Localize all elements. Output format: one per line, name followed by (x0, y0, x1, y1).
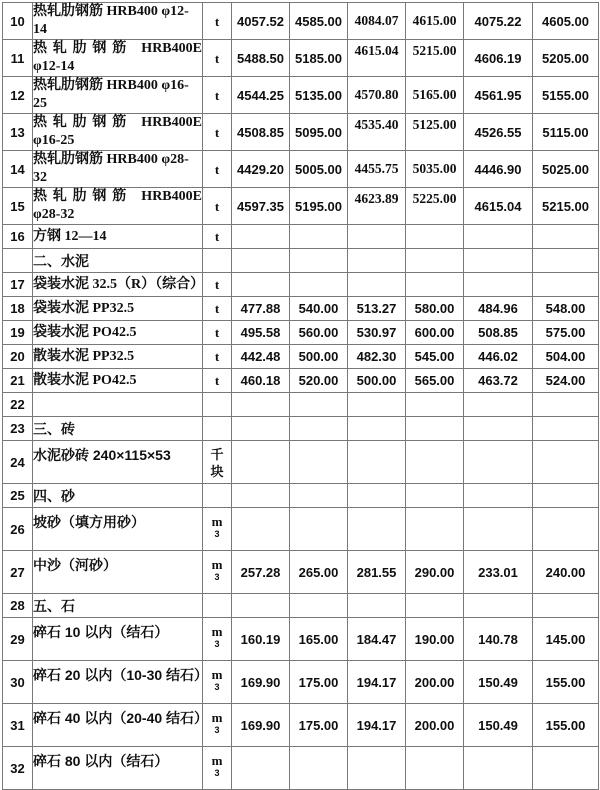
unit-cell (203, 551, 232, 594)
price-cell (406, 225, 464, 249)
row-number-cell: 27 (3, 551, 33, 594)
price-cell: 508.85 (464, 321, 533, 345)
material-name-cell (33, 417, 203, 441)
material-name-line: 碎石 20 以内（10-30 结石） (33, 667, 209, 683)
table-row (3, 297, 599, 321)
unit-cell (203, 3, 232, 40)
row-number-cell: 19 (3, 321, 33, 345)
price-cell (406, 441, 464, 484)
price-cell: 165.00 (290, 618, 348, 661)
row-number-cell: 14 (3, 151, 33, 188)
price-cell (533, 225, 599, 249)
material-name-line: 散装水泥 PP32.5 (33, 348, 135, 364)
price-cell (348, 417, 406, 441)
price-cell: 460.18 (232, 369, 290, 393)
row-number-cell: 22 (3, 393, 33, 417)
price-cell (290, 225, 348, 249)
material-name-cell (33, 393, 203, 417)
price-cell: 4535.40 (348, 114, 406, 151)
price-cell (232, 393, 290, 417)
price-cell (348, 441, 406, 484)
table-row (3, 249, 599, 273)
row-number-cell: 18 (3, 297, 33, 321)
price-cell: 4057.52 (232, 3, 290, 40)
price-cell (232, 417, 290, 441)
price-cell: 281.55 (348, 551, 406, 594)
table-row (3, 151, 599, 188)
unit-line: t (214, 301, 220, 316)
unit-cell (203, 747, 232, 790)
price-cell (406, 747, 464, 790)
unit-line: t (214, 161, 220, 177)
price-cell (348, 249, 406, 273)
material-name-cell (33, 225, 203, 249)
unit-line: m (211, 667, 223, 682)
price-cell (348, 484, 406, 508)
row-number-cell: 15 (3, 188, 33, 225)
price-cell (348, 747, 406, 790)
material-name-cell (33, 345, 203, 369)
price-cell (232, 484, 290, 508)
table-row (3, 551, 599, 594)
material-name-cell (33, 321, 203, 345)
price-cell (406, 484, 464, 508)
unit-cell (203, 151, 232, 188)
material-name-line: 坡砂（填方用砂） (33, 514, 145, 530)
price-cell: 484.96 (464, 297, 533, 321)
material-name-cell (33, 747, 203, 790)
material-name-line: 热轧肋钢筋 HRB400 φ12-14 (33, 4, 189, 37)
unit-line: 3 (214, 682, 220, 692)
unit-line: t (214, 124, 220, 140)
price-cell: 5215.00 (533, 188, 599, 225)
material-name-line: 碎石 40 以内（20-40 结石） (33, 710, 209, 726)
material-name-cell (33, 661, 209, 704)
material-name-line: 碎石 80 以内（结石） (33, 753, 169, 769)
price-cell: 4084.07 (348, 3, 406, 40)
price-cell: 565.00 (406, 369, 464, 393)
price-cell (290, 508, 348, 551)
material-name-cell (33, 188, 203, 225)
price-cell: 4623.89 (348, 188, 406, 225)
price-cell: 545.00 (406, 345, 464, 369)
table-row (3, 321, 599, 345)
row-number-cell: 20 (3, 345, 33, 369)
material-name-line: 袋装水泥 PP32.5 (33, 300, 135, 316)
price-cell (232, 594, 290, 618)
price-cell: 5155.00 (533, 77, 599, 114)
unit-line: t (214, 13, 220, 29)
price-cell: 580.00 (406, 297, 464, 321)
material-name-line: 五、石 (33, 597, 75, 614)
price-cell: 500.00 (348, 369, 406, 393)
price-cell: 504.00 (533, 345, 599, 369)
unit-line: 3 (214, 768, 220, 778)
price-cell (290, 273, 348, 297)
unit-line: 3 (214, 725, 220, 735)
table-row (3, 369, 599, 393)
material-name-line: φ12-14 (33, 59, 75, 74)
table-row (3, 594, 599, 618)
price-cell (464, 393, 533, 417)
price-cell: 540.00 (290, 297, 348, 321)
row-number-cell: 32 (3, 747, 33, 790)
price-cell: 5025.00 (533, 151, 599, 188)
unit-cell (203, 249, 232, 273)
price-cell: 5185.00 (290, 40, 348, 77)
material-name-line: 方钢 12—14 (33, 228, 107, 244)
material-name-line: 二、水泥 (33, 252, 89, 269)
price-cell: 184.47 (348, 618, 406, 661)
unit-cell (203, 345, 232, 369)
price-cell: 4615.04 (464, 188, 533, 225)
row-number-cell: 21 (3, 369, 33, 393)
table-row (3, 188, 599, 225)
price-cell (232, 249, 290, 273)
row-number-cell: 11 (3, 40, 33, 77)
row-number-cell: 23 (3, 417, 33, 441)
price-cell (533, 508, 599, 551)
unit-line: m (211, 710, 223, 725)
price-cell: 257.28 (232, 551, 290, 594)
price-cell (290, 417, 348, 441)
price-cell (464, 508, 533, 551)
unit-cell (203, 618, 232, 661)
row-number-cell: 16 (3, 225, 33, 249)
table-row (3, 704, 599, 747)
price-cell: 4446.90 (464, 151, 533, 188)
price-cell (406, 508, 464, 551)
material-name-cell (33, 484, 203, 508)
material-name-line: 热轧肋钢筋 HRB400 φ28-32 (33, 152, 189, 185)
row-number-cell: 10 (3, 3, 33, 40)
unit-line: 3 (214, 639, 220, 649)
price-cell: 200.00 (406, 661, 464, 704)
unit-line: t (214, 373, 220, 388)
table-row (3, 661, 599, 704)
price-cell: 194.17 (348, 661, 406, 704)
price-cell: 4075.22 (464, 3, 533, 40)
table-row (3, 484, 599, 508)
unit-cell (203, 484, 232, 508)
price-cell (464, 747, 533, 790)
price-cell (290, 393, 348, 417)
price-cell: 150.49 (464, 704, 533, 747)
unit-cell (203, 273, 232, 297)
price-cell (533, 273, 599, 297)
price-cell: 520.00 (290, 369, 348, 393)
unit-cell (203, 508, 232, 551)
price-cell: 150.49 (464, 661, 533, 704)
unit-cell (203, 393, 232, 417)
unit-line: 块 (210, 464, 224, 479)
price-cell: 4544.25 (232, 77, 290, 114)
price-cell: 5005.00 (290, 151, 348, 188)
material-name-cell (33, 114, 203, 151)
price-cell: 200.00 (406, 704, 464, 747)
price-cell (348, 594, 406, 618)
price-cell: 4605.00 (533, 3, 599, 40)
price-cell: 4455.75 (348, 151, 406, 188)
price-cell: 155.00 (533, 661, 599, 704)
row-number-cell: 29 (3, 618, 33, 661)
table-row (3, 40, 599, 77)
price-cell: 5488.50 (232, 40, 290, 77)
material-name-cell (33, 594, 203, 618)
price-cell (464, 273, 533, 297)
price-cell (348, 508, 406, 551)
table-row (3, 441, 599, 484)
price-cell: 5225.00 (406, 188, 464, 225)
row-number-cell: 24 (3, 441, 33, 484)
price-cell: 5215.00 (406, 40, 464, 77)
material-name-cell (33, 508, 203, 551)
price-cell: 5195.00 (290, 188, 348, 225)
price-cell: 4526.55 (464, 114, 533, 151)
unit-line: t (214, 229, 220, 244)
material-name-cell (33, 297, 203, 321)
price-cell: 5135.00 (290, 77, 348, 114)
unit-line: m (211, 514, 223, 529)
material-name-cell (33, 151, 203, 188)
row-number-cell: 12 (3, 77, 33, 114)
material-name-line: 碎石 10 以内（结石） (33, 624, 169, 640)
material-name-line: 热轧肋钢筋 HRB400 φ16-25 (33, 78, 189, 111)
price-cell (533, 393, 599, 417)
material-name-cell (33, 3, 203, 40)
unit-line: m (211, 557, 223, 572)
price-cell (290, 249, 348, 273)
price-cell (464, 441, 533, 484)
price-cell: 175.00 (290, 661, 348, 704)
price-cell: 160.19 (232, 618, 290, 661)
unit-line: t (214, 198, 220, 214)
material-name-line: 三、砖 (33, 420, 75, 437)
price-cell (232, 747, 290, 790)
unit-cell (203, 441, 232, 484)
price-cell: 446.02 (464, 345, 533, 369)
row-number-cell: 25 (3, 484, 33, 508)
price-cell: 4615.00 (406, 3, 464, 40)
price-cell: 548.00 (533, 297, 599, 321)
price-cell (464, 417, 533, 441)
price-table (2, 2, 599, 790)
price-cell: 4597.35 (232, 188, 290, 225)
unit-cell (203, 77, 232, 114)
table-row (3, 273, 599, 297)
unit-cell (203, 417, 232, 441)
price-cell: 524.00 (533, 369, 599, 393)
price-cell (464, 225, 533, 249)
price-cell: 145.00 (533, 618, 599, 661)
material-name-line: 水泥砂砖 240×115×53 (33, 447, 171, 463)
unit-line: 3 (214, 572, 220, 582)
unit-line: m (211, 753, 223, 768)
price-cell (533, 249, 599, 273)
price-cell: 495.58 (232, 321, 290, 345)
row-number-cell: 30 (3, 661, 33, 704)
price-cell (533, 484, 599, 508)
price-cell: 575.00 (533, 321, 599, 345)
price-cell (464, 484, 533, 508)
unit-cell (203, 114, 232, 151)
material-name-line: 散装水泥 PO42.5 (33, 372, 137, 388)
unit-cell (203, 594, 232, 618)
price-cell (232, 441, 290, 484)
table-row (3, 77, 599, 114)
price-cell: 175.00 (290, 704, 348, 747)
price-cell: 5165.00 (406, 77, 464, 114)
material-name-cell (33, 249, 203, 273)
row-number-cell (3, 249, 33, 273)
row-number-cell: 26 (3, 508, 33, 551)
price-cell (464, 249, 533, 273)
price-cell: 4570.80 (348, 77, 406, 114)
material-name-line: 中沙（河砂） (33, 557, 117, 573)
price-cell (533, 441, 599, 484)
material-name-cell (33, 40, 203, 77)
unit-line: t (214, 349, 220, 364)
price-cell (406, 417, 464, 441)
price-cell (406, 273, 464, 297)
table-row (3, 393, 599, 417)
price-cell (533, 594, 599, 618)
table-row (3, 747, 599, 790)
price-cell: 4615.04 (348, 40, 406, 77)
price-cell (232, 508, 290, 551)
price-cell (290, 484, 348, 508)
price-cell (232, 225, 290, 249)
unit-cell (203, 188, 232, 225)
price-cell: 169.90 (232, 661, 290, 704)
price-cell: 5035.00 (406, 151, 464, 188)
price-cell: 500.00 (290, 345, 348, 369)
price-cell (406, 393, 464, 417)
material-name-line: 四、砂 (33, 487, 75, 504)
row-number-cell: 13 (3, 114, 33, 151)
price-cell (406, 594, 464, 618)
price-cell (290, 747, 348, 790)
price-cell: 169.90 (232, 704, 290, 747)
unit-line: 千 (210, 447, 224, 462)
unit-line: 3 (214, 529, 220, 539)
price-cell: 463.72 (464, 369, 533, 393)
price-cell: 482.30 (348, 345, 406, 369)
price-cell (348, 225, 406, 249)
price-cell: 477.88 (232, 297, 290, 321)
material-name-line: 热轧肋钢筋 HRB400E (33, 189, 202, 204)
material-name-line: 热轧肋钢筋 HRB400E (33, 41, 202, 56)
material-name-cell (33, 273, 203, 297)
unit-cell (203, 40, 232, 77)
unit-line: t (214, 277, 220, 292)
table-row (3, 508, 599, 551)
price-cell: 140.78 (464, 618, 533, 661)
material-name-cell (33, 77, 203, 114)
row-number-cell: 17 (3, 273, 33, 297)
table-row (3, 417, 599, 441)
price-cell: 4429.20 (232, 151, 290, 188)
price-cell: 155.00 (533, 704, 599, 747)
price-cell (533, 417, 599, 441)
price-cell: 5115.00 (533, 114, 599, 151)
material-name-line: φ28-32 (33, 207, 75, 222)
price-cell: 190.00 (406, 618, 464, 661)
price-cell: 194.17 (348, 704, 406, 747)
price-cell: 4585.00 (290, 3, 348, 40)
unit-line: t (214, 50, 220, 66)
material-name-line: 热轧肋钢筋 HRB400E (33, 115, 202, 130)
price-cell: 4606.19 (464, 40, 533, 77)
unit-cell (203, 297, 232, 321)
price-cell: 240.00 (533, 551, 599, 594)
price-cell (464, 594, 533, 618)
price-cell: 600.00 (406, 321, 464, 345)
material-name-cell (33, 618, 203, 661)
price-cell: 5205.00 (533, 40, 599, 77)
price-cell: 290.00 (406, 551, 464, 594)
price-cell: 233.01 (464, 551, 533, 594)
price-cell: 442.48 (232, 345, 290, 369)
price-cell: 5095.00 (290, 114, 348, 151)
material-name-line: 袋装水泥 PO42.5 (33, 324, 137, 340)
price-cell: 4561.95 (464, 77, 533, 114)
price-cell: 530.97 (348, 321, 406, 345)
price-cell: 513.27 (348, 297, 406, 321)
price-cell (348, 273, 406, 297)
price-cell (533, 747, 599, 790)
unit-cell (203, 225, 232, 249)
material-name-cell (33, 369, 203, 393)
material-name-line: 袋装水泥 32.5（R）（综合） (33, 276, 205, 292)
table-row (3, 3, 599, 40)
price-cell: 265.00 (290, 551, 348, 594)
price-cell: 560.00 (290, 321, 348, 345)
material-name-cell (33, 441, 203, 484)
price-cell (290, 594, 348, 618)
table-row (3, 225, 599, 249)
price-cell: 5125.00 (406, 114, 464, 151)
row-number-cell: 31 (3, 704, 33, 747)
table-row (3, 114, 599, 151)
price-cell (232, 273, 290, 297)
material-name-line: φ16-25 (33, 133, 75, 148)
material-name-cell (33, 551, 203, 594)
price-cell (290, 441, 348, 484)
row-number-cell: 28 (3, 594, 33, 618)
price-cell (348, 393, 406, 417)
unit-cell (203, 321, 232, 345)
price-cell: 4508.85 (232, 114, 290, 151)
unit-cell (203, 369, 232, 393)
price-cell (406, 249, 464, 273)
material-name-cell (33, 704, 209, 747)
unit-line: t (214, 325, 220, 340)
unit-line: m (211, 624, 223, 639)
table-row (3, 618, 599, 661)
unit-line: t (214, 87, 220, 103)
table-body (3, 3, 599, 790)
table-row (3, 345, 599, 369)
